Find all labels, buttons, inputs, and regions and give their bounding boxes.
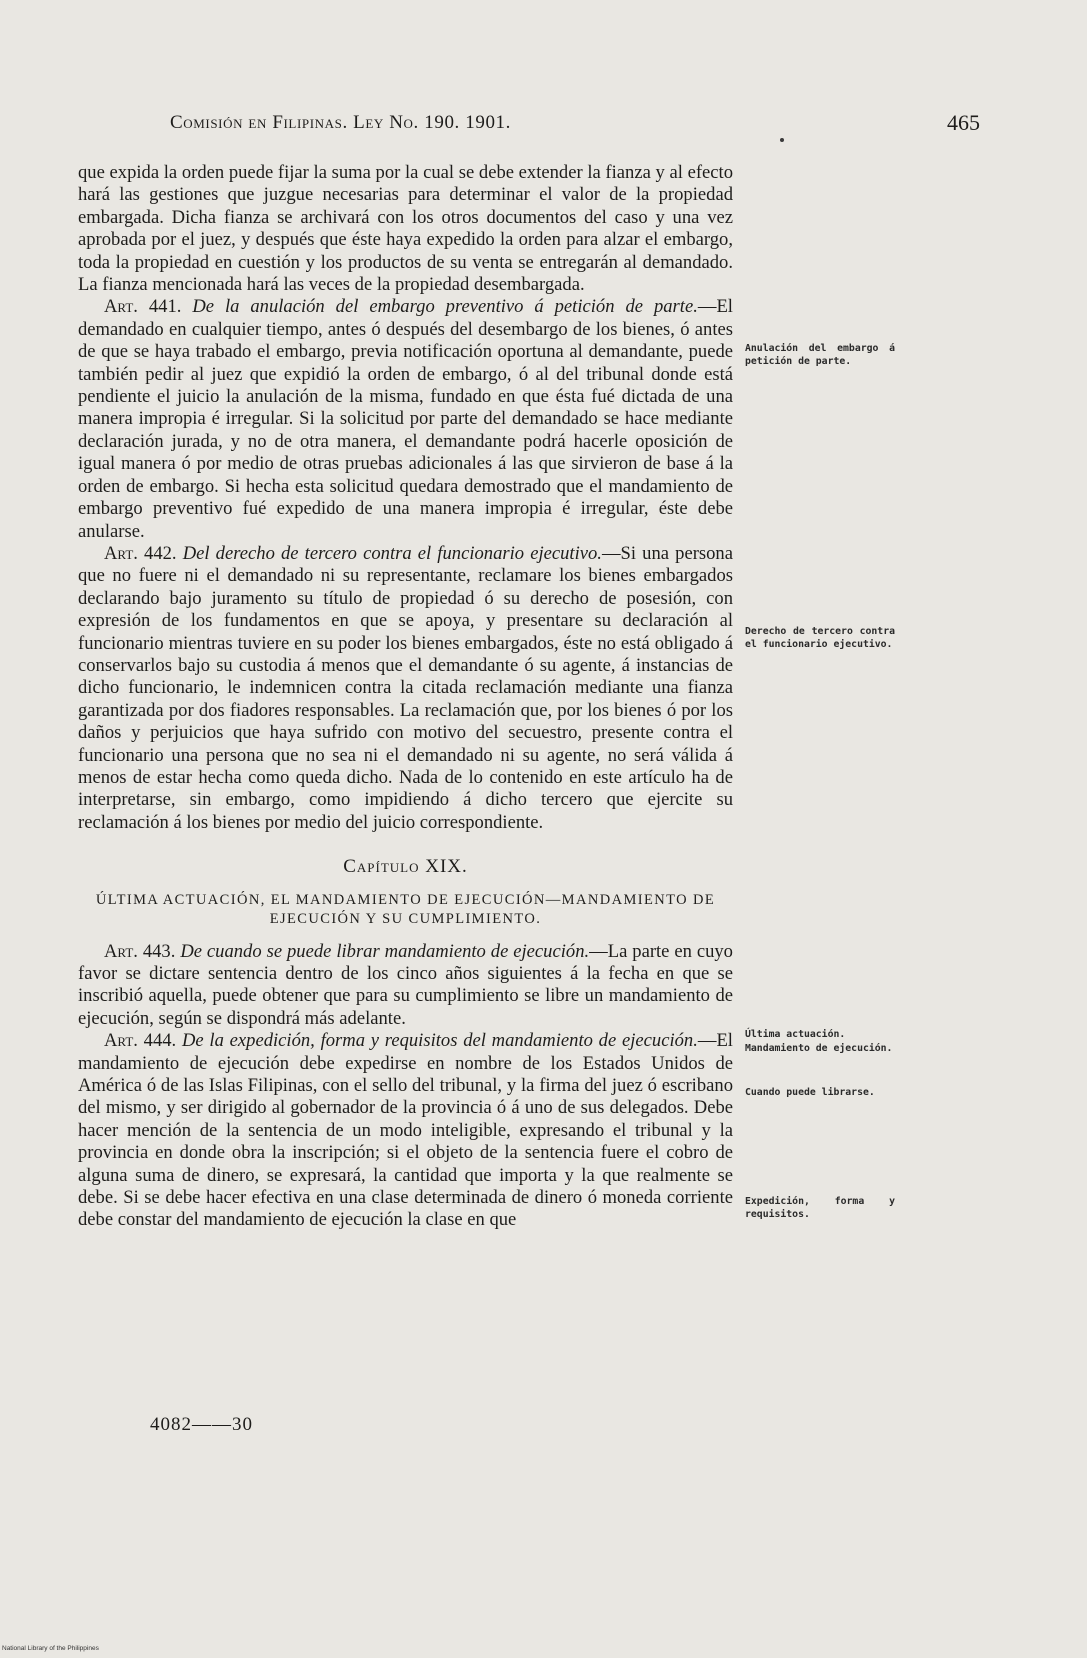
- article-title: De la anulación del embargo preventivo á petición de parte.: [192, 296, 698, 318]
- article-title: De cuando se puede librar mandamiento de ejecución.: [180, 940, 590, 962]
- margin-note-444: Expedición, forma y requisitos.: [745, 1196, 895, 1220]
- article-number: Art. 443.: [104, 940, 176, 962]
- main-text: [78, 162, 733, 1232]
- speck: [780, 138, 784, 142]
- page-number: 465: [947, 110, 980, 135]
- page-header: [170, 112, 980, 142]
- margin-note-442: Derecho de tercero contra el funcionario ejecutivo.: [745, 626, 895, 650]
- article-text: —El demandado en cualquier tiempo, antes ó después del desembargo de los bienes, ó antes de que se haya trabado el embargo, previa notificación oportuna al demandante, puede también pedir al juez que expidió la orden de embargo, ó al del tribunal donde está pendiente el juicio la anulación de la misma, fundado en que ésta fué dictada de una manera impropia é irregular. Si la solicitud por parte del demandado se hace mediante declaración jurada, y no de otra manera, el demandante podrá hacerle oposición de igual manera ó por medio de otras pruebas adicionales á las que sirvieron de base á la orden de embargo. Si hecha esta solicitud quedara demostrado que el mandamiento de embargo preventivo fué expedido de una manera impropia é irregular, éste debe anularse.: [78, 296, 733, 542]
- paragraph-continuation: que expida la orden puede fijar la suma por la cual se debe extender la fianza y al efecto hará las gestiones que juzgue necesarias para determinar el valor de la propiedad embargada. Dicha fianza se archivará con los otros documentos del caso y una vez aprobada por el juez, y después que éste haya expedido la orden para alzar el embargo, toda la propiedad en cuestión y los productos de su venta se entregarán al demandado. La fianza mencionada hará las veces de la propiedad desembargada.: [78, 162, 733, 296]
- running-title: Comisión en Filipinas. Ley No. 190. 1901.: [170, 112, 511, 133]
- article-text: —El mandamiento de ejecución debe expedirse en nombre de los Estados Unidos de América ó de las Islas Filipinas, con el sello del tribunal, y la firma del juez ó escribano del mismo, y ser dirigido al gobernador de la provincia ó á uno de sus delegados. Debe hacer mención de la sentencia de un modo inteligible, expresando el tribunal y la provincia en donde obra la inscripción; si el objeto de la sentencia fuere el cobro de alguna suma de dinero, se expresará, la cantidad que importa y la que realmente se debe. Si se debe hacer efectiva en una clase determinada de dinero ó moneda corriente debe constar del mandamiento de ejecución la clase en que: [78, 1030, 733, 1231]
- article-number: Art. 444.: [104, 1030, 177, 1052]
- article-number: Art. 441.: [104, 296, 182, 318]
- margin-note-441: Anulación del embargo á petición de parte.: [745, 343, 895, 367]
- printer-signature: 4082——30: [150, 1414, 253, 1435]
- article-title: De la expedición, forma y requisitos del mandamiento de ejecución.: [181, 1030, 698, 1052]
- article-title: Del derecho de tercero contra el funcionario ejecutivo.: [182, 542, 602, 564]
- article-number: Art. 442.: [104, 542, 177, 564]
- article-443: [78, 941, 733, 1031]
- footer-credit: National Library of the Philippines: [2, 1645, 99, 1652]
- article-441: [78, 296, 733, 542]
- margin-note-chapter-2: Mandamiento de ejecución.: [745, 1043, 893, 1054]
- article-text: —La parte en cuyo favor se dictare sentencia dentro de los cinco años siguientes á la fecha en que se inscribió aquella, puede obtener que para su cumplimiento se libre un mandamiento de ejecución, según se dispondrá más adelante.: [78, 940, 733, 1029]
- margin-note-443: Cuando puede librarse.: [745, 1087, 875, 1098]
- chapter-subtitle: ÚLTIMA ACTUACIÓN, EL MANDAMIENTO DE EJECUCIÓN—MANDAMIENTO DE EJECUCIÓN Y SU CUMPLIMIENTO.: [95, 891, 716, 927]
- margin-note-chapter-1: Última actuación.: [745, 1029, 846, 1040]
- article-text: —Si una persona que no fuere ni el demandado ni su representante, reclamare los bienes embargados declarando bajo juramento su título de propiedad ó su derecho de posesión, con expresión de los fundamentos en que se apoya, y presentare su declaración al funcionario mientras tuviere en su poder los bienes embargados, éste no está obligado á conservarlos bajo su custodia á menos que el demandante ó su agente, á instancias de dicho funcionario, le indemnicen contra la citada reclamación mediante una fianza garantizada por dos fiadores responsables. La reclamación que, por los bienes ó por los daños y perjuicios que haya sufrido con motivo del secuestro, presente contra el funcionario una persona que no sea ni el demandado ni su agente, no será válida á menos de estar hecha como queda dicho. Nada de lo contenido en este artículo ha de interpretarse, sin embargo, como impidiendo á dicho tercero que ejercite su reclamación á los bienes por medio del juicio correspondiente.: [78, 542, 733, 833]
- article-442: [78, 543, 733, 834]
- chapter-heading: Capítulo XIX.: [343, 856, 468, 878]
- article-444: [78, 1030, 733, 1232]
